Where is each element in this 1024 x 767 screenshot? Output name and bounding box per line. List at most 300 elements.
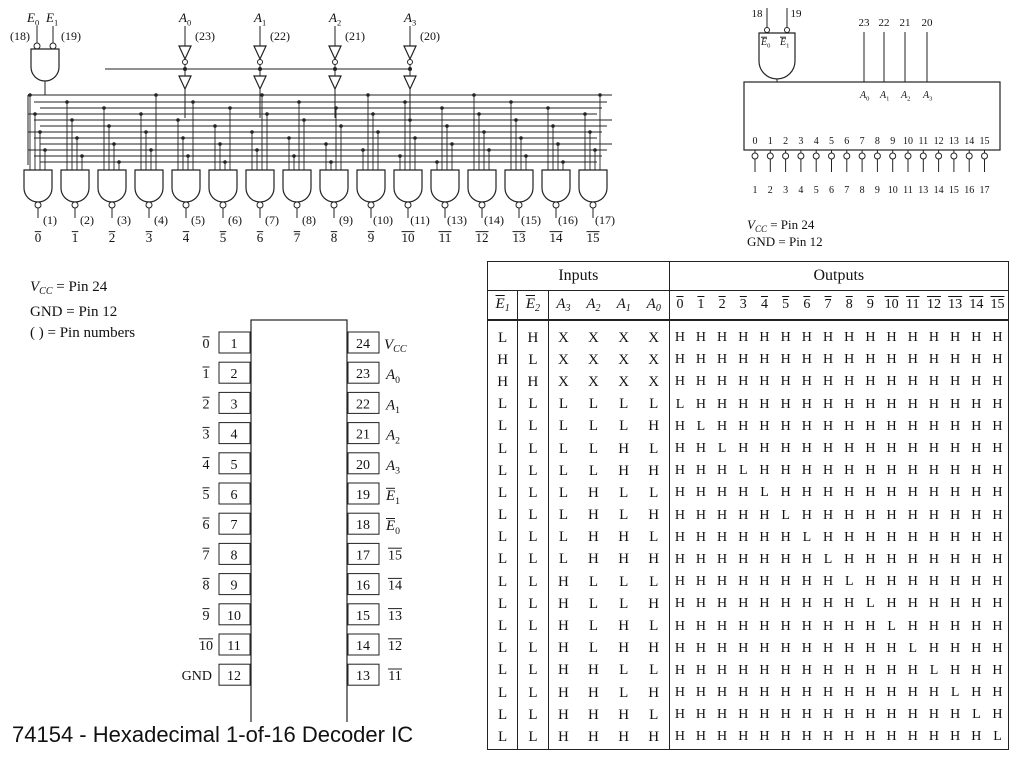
block-a0-label-text: $A_0$ — [860, 90, 870, 103]
pin-label-left-7 — [203, 518, 210, 533]
output-cell: H — [865, 685, 876, 701]
pin-label-right-16-text: 14 — [388, 578, 402, 594]
output-cell: H — [865, 707, 876, 723]
output-cell: H — [844, 707, 855, 723]
output-cell: H — [945, 726, 966, 749]
output-label-4 — [183, 230, 190, 245]
input-cell: H — [618, 551, 630, 568]
output-cell: H — [759, 507, 770, 523]
pin-numbers-note: ( ) = Pin numbers — [30, 325, 136, 341]
output-cell: H — [987, 416, 1009, 438]
output-cell: H — [844, 662, 855, 678]
truth-table-row — [488, 615, 1009, 637]
output-cell: H — [775, 726, 796, 749]
input-cell: L — [488, 726, 518, 749]
pin-label-right-22 — [385, 397, 400, 416]
output-cell: H — [674, 330, 686, 346]
pin-label-left-2-text: 1 — [202, 367, 210, 383]
junction — [546, 106, 550, 110]
output-cell: H — [907, 485, 918, 501]
output-cell: H — [674, 418, 686, 434]
truth-table-row — [488, 549, 1009, 571]
block-e1-bubble — [785, 28, 790, 33]
output-cell: H — [928, 574, 940, 590]
junction — [223, 160, 227, 164]
output-header-3: 3 — [733, 291, 754, 321]
junction — [65, 100, 69, 104]
junction — [287, 136, 291, 140]
output-cell: H — [971, 574, 982, 590]
output-cell: H — [759, 596, 770, 612]
output-cell: H — [928, 507, 940, 523]
output-cell: H — [987, 438, 1009, 460]
output-cell: H — [865, 352, 876, 368]
input-cell: L — [488, 704, 518, 726]
output-cell: H — [738, 485, 749, 501]
junction — [292, 154, 296, 158]
output-gate-7 — [283, 170, 311, 202]
input-cell: X — [639, 371, 669, 393]
pin-number-14: 14 — [356, 639, 370, 654]
a1-label-text: $A_1$ — [254, 10, 267, 28]
output-cell: H — [865, 418, 876, 434]
output-cell: H — [971, 352, 982, 368]
a3-buffer-1 — [404, 46, 416, 59]
e1-label-text: $E_1$ — [46, 10, 59, 28]
output-cell: H — [780, 529, 791, 545]
output-cell: H — [844, 551, 855, 567]
output-cell: H — [780, 662, 791, 678]
output-cell: H — [822, 662, 834, 678]
output-gate-13 — [505, 170, 533, 202]
output-cell: H — [844, 374, 855, 390]
a2-buffer-2 — [329, 76, 341, 89]
pin-label-right-15-text: 13 — [388, 608, 402, 624]
input-cell: L — [518, 416, 548, 438]
output-label-2-text: 2 — [108, 230, 116, 245]
block-out-index-9: 9 — [890, 136, 896, 147]
output-cell: H — [907, 551, 918, 567]
dip-pinout — [182, 320, 407, 731]
junction — [361, 148, 365, 152]
output-cell: H — [695, 441, 706, 457]
input-cell: L — [619, 507, 629, 524]
output-header-11: 11 — [902, 291, 923, 321]
output-gate-11 — [431, 170, 459, 202]
output-label-11-text: 11 — [438, 230, 452, 245]
junction — [181, 136, 185, 140]
output-cell: H — [907, 596, 918, 612]
junction — [149, 148, 153, 152]
input-cell: L — [619, 684, 629, 701]
output-bubble-13 — [516, 202, 522, 208]
output-cell: H — [923, 726, 944, 749]
a1-buffer-bubble — [258, 60, 263, 65]
output-label-10-text: 10 — [401, 230, 415, 245]
output-cell: L — [887, 618, 896, 634]
output-cell: H — [759, 463, 770, 479]
output-cell: H — [695, 463, 706, 479]
junction — [33, 112, 37, 116]
output-gate-10 — [394, 170, 422, 202]
junction — [487, 148, 491, 152]
input-cell: H — [639, 505, 669, 527]
input-cell: L — [488, 593, 518, 615]
input-cell: L — [619, 396, 629, 413]
output-cell: H — [865, 640, 876, 656]
input-cell: L — [588, 418, 599, 435]
block-out-bubble-7 — [859, 153, 865, 159]
pin-label-right-19-text: $E_1$ — [386, 488, 401, 507]
output-gate-8 — [320, 170, 348, 202]
input-cell: L — [518, 593, 548, 615]
junction — [524, 154, 528, 158]
output-cell: H — [801, 640, 812, 656]
output-cell: H — [907, 374, 918, 390]
junction — [588, 130, 592, 134]
pin-label-left-8 — [203, 548, 210, 563]
a0-pin-number: (23) — [195, 29, 215, 43]
output-pin-number-1: (2) — [80, 213, 94, 227]
block-out-index-14: 14 — [964, 136, 975, 147]
output-cell: H — [907, 507, 918, 523]
output-cell: L — [675, 396, 685, 412]
output-label-11 — [439, 230, 452, 245]
pin-label-left-9 — [203, 578, 210, 593]
a2-buffer-bubble — [333, 60, 338, 65]
a0-label-text: $A_0$ — [179, 10, 192, 28]
output-gate-0 — [24, 170, 52, 202]
junction — [556, 142, 560, 146]
output-cell: H — [780, 330, 791, 346]
output-cell: H — [950, 551, 961, 567]
output-cell: H — [886, 441, 897, 457]
junction — [482, 130, 486, 134]
output-gate-6 — [246, 170, 274, 202]
block-out-bubble-5 — [829, 153, 835, 159]
junction — [593, 148, 597, 152]
output-cell: H — [674, 596, 686, 612]
junction — [28, 93, 32, 97]
output-cell: L — [717, 441, 727, 457]
input-header-a1: $A_1$ — [609, 291, 639, 321]
caption: 74154 - Hexadecimal 1-of-16 Decoder IC — [8, 722, 417, 748]
input-cell: L — [558, 484, 568, 501]
truth-table-row — [488, 482, 1009, 504]
output-cell: H — [950, 640, 961, 656]
junction — [334, 106, 338, 110]
output-cell: H — [886, 529, 897, 545]
block-out-pin-5: 6 — [829, 185, 834, 196]
truth-table-panel — [487, 261, 1009, 766]
junction — [265, 112, 269, 116]
a1-pin-number: (22) — [270, 29, 290, 43]
output-cell: H — [971, 685, 982, 701]
output-cell: H — [987, 527, 1009, 549]
output-cell: H — [844, 485, 855, 501]
pin-label-left-4-text: 3 — [202, 427, 210, 443]
pin-number-18: 18 — [356, 518, 370, 534]
output-cell: H — [801, 507, 812, 523]
output-cell: H — [971, 330, 982, 346]
truth-table-row — [488, 593, 1009, 615]
input-cell: H — [588, 706, 599, 723]
block-out-bubble-1 — [767, 153, 773, 159]
pin-label-right-17-text: 15 — [388, 548, 402, 564]
pin-label-left-9-text: 8 — [202, 578, 210, 594]
block-a3-label-text: $A_3$ — [923, 90, 933, 103]
junction — [186, 154, 190, 158]
output-cell: H — [907, 441, 918, 457]
output-cell: H — [886, 330, 897, 346]
output-cell: H — [674, 441, 686, 457]
output-label-5-text: 5 — [219, 230, 227, 245]
output-label-14-text: 14 — [549, 230, 563, 245]
output-cell: H — [844, 441, 855, 457]
input-cell: H — [639, 638, 669, 660]
pin-number-23: 23 — [356, 367, 370, 383]
output-header-10: 10 — [881, 291, 902, 321]
pin-number-19: 19 — [356, 488, 370, 503]
output-cell: H — [928, 441, 940, 457]
input-cell: H — [557, 684, 569, 701]
input-cell: H — [518, 371, 548, 393]
output-cell: H — [844, 640, 855, 656]
output-cell: H — [695, 551, 706, 567]
output-label-1 — [72, 230, 79, 245]
output-cell: H — [907, 396, 918, 412]
output-bubble-3 — [146, 202, 152, 208]
output-cell: H — [987, 482, 1009, 504]
output-cell: H — [844, 507, 855, 523]
truth-table-row — [488, 660, 1009, 682]
output-cell: H — [822, 596, 834, 612]
input-cell: L — [558, 418, 568, 435]
truth-table-row — [488, 505, 1009, 527]
pin-number-3: 3 — [230, 397, 238, 413]
output-gate-5 — [209, 170, 237, 202]
output-bubble-11 — [442, 202, 448, 208]
block-out-index-5: 5 — [829, 136, 834, 147]
output-cell: H — [886, 662, 897, 678]
input-cell: H — [639, 726, 669, 749]
block-out-bubble-8 — [874, 153, 880, 159]
output-cell: H — [886, 707, 897, 723]
output-cell: H — [759, 374, 770, 390]
block-out-index-11: 11 — [918, 136, 929, 147]
input-cell: L — [518, 394, 548, 416]
gnd-note: GND = Pin 12 — [30, 304, 118, 320]
truth-table-row — [488, 460, 1009, 482]
block-out-pin-15: 17 — [979, 185, 990, 196]
output-cell: H — [695, 374, 706, 390]
input-cell: H — [557, 595, 569, 612]
output-cell: H — [928, 418, 940, 434]
output-cell: H — [780, 418, 791, 434]
output-cell: H — [738, 330, 749, 346]
output-cell: H — [822, 485, 834, 501]
input-cell: L — [588, 595, 599, 612]
output-cell: L — [739, 463, 748, 479]
block-e1-label-text: $E_1$ — [780, 37, 790, 50]
output-cell: H — [738, 640, 749, 656]
output-gate-12 — [468, 170, 496, 202]
output-cell: H — [987, 460, 1009, 482]
output-header-6: 6 — [796, 291, 817, 321]
output-cell: H — [950, 507, 961, 523]
junction — [440, 106, 444, 110]
output-cell: H — [865, 396, 876, 412]
block-e0-pin: 18 — [751, 8, 763, 20]
input-cell: X — [588, 329, 599, 346]
output-cell: H — [971, 551, 982, 567]
output-cell: H — [738, 551, 749, 567]
a3-buffer-2 — [404, 76, 416, 89]
output-cell: H — [886, 507, 897, 523]
enable-gate — [31, 49, 59, 81]
output-cell: H — [738, 707, 749, 723]
output-cell: H — [780, 640, 791, 656]
output-cell: H — [759, 685, 770, 701]
output-pin-number-2: (3) — [117, 213, 131, 227]
output-cell: H — [987, 349, 1009, 371]
pin-label-left-8-text: 7 — [202, 548, 210, 564]
output-cell: H — [717, 374, 728, 390]
output-cell: H — [695, 707, 706, 723]
input-cell: L — [488, 416, 518, 438]
output-cell: H — [971, 418, 982, 434]
output-cell: H — [928, 374, 940, 390]
output-cell: H — [844, 418, 855, 434]
output-cell: H — [695, 352, 706, 368]
output-cell: H — [822, 352, 834, 368]
pin-label-right-15 — [388, 609, 402, 624]
input-cell: L — [639, 615, 669, 637]
output-bubble-10 — [405, 202, 411, 208]
input-cell: X — [557, 351, 569, 368]
input-cell: L — [518, 505, 548, 527]
output-cell: H — [844, 618, 855, 634]
pin-label-right-21 — [385, 428, 400, 447]
output-cell: H — [844, 685, 855, 701]
output-cell: H — [759, 529, 770, 545]
output-cell: H — [822, 396, 834, 412]
output-cell: L — [987, 726, 1009, 749]
output-cell: H — [738, 374, 749, 390]
output-cell: H — [950, 529, 961, 545]
output-cell: H — [907, 618, 918, 634]
pin-label-right-17 — [388, 548, 402, 563]
output-cell: H — [674, 507, 686, 523]
output-cell: H — [928, 330, 940, 346]
output-cell: H — [780, 485, 791, 501]
junction — [38, 130, 42, 134]
input-cell: H — [488, 371, 518, 393]
pin-label-left-3 — [203, 397, 210, 412]
pin-number-13: 13 — [356, 669, 370, 685]
block-a0-pin: 23 — [858, 17, 870, 29]
output-cell: H — [928, 596, 940, 612]
output-cell: H — [987, 320, 1009, 349]
junction — [509, 100, 513, 104]
output-cell: H — [950, 485, 961, 501]
output-cell: H — [674, 463, 686, 479]
output-cell: H — [865, 485, 876, 501]
input-cell: L — [558, 529, 568, 546]
pin-label-right-16 — [388, 578, 402, 593]
output-cell: L — [866, 596, 875, 612]
input-cell: H — [578, 726, 608, 749]
input-cell: H — [609, 726, 639, 749]
output-gate-14 — [542, 170, 570, 202]
output-cell: H — [971, 529, 982, 545]
output-label-8 — [331, 230, 338, 245]
output-bubble-12 — [479, 202, 485, 208]
junction — [80, 154, 84, 158]
input-cell: L — [488, 394, 518, 416]
input-cell: L — [639, 438, 669, 460]
output-pin-number-7: (8) — [302, 213, 316, 227]
input-cell: H — [618, 640, 630, 657]
pin-label-right-23 — [385, 367, 400, 386]
output-cell: H — [695, 485, 706, 501]
output-bubble-8 — [331, 202, 337, 208]
input-cell: L — [588, 440, 599, 457]
output-header-14: 14 — [966, 291, 987, 321]
block-out-index-6: 6 — [844, 136, 850, 147]
junction — [260, 93, 264, 97]
output-gate-1 — [61, 170, 89, 202]
output-cell: H — [839, 726, 860, 749]
block-a1-label-text: $A_1$ — [880, 90, 890, 103]
output-cell: H — [928, 551, 940, 567]
input-cell: H — [588, 529, 599, 546]
a1-label — [253, 10, 266, 27]
output-header-8: 8 — [839, 291, 860, 321]
input-cell: L — [488, 549, 518, 571]
output-cell: H — [759, 707, 770, 723]
output-cell: H — [971, 596, 982, 612]
logic-diagram — [10, 10, 615, 245]
output-cell: H — [759, 662, 770, 678]
output-cell: H — [987, 549, 1009, 571]
output-cell: H — [801, 441, 812, 457]
output-cell: H — [738, 685, 749, 701]
truth-table-row — [488, 371, 1009, 393]
block-out-index-12: 12 — [933, 136, 944, 147]
output-cell: H — [950, 396, 961, 412]
output-cell: H — [886, 685, 897, 701]
output-cell: H — [674, 574, 686, 590]
input-cell: H — [618, 706, 630, 723]
input-cell: L — [488, 482, 518, 504]
input-cell: L — [518, 571, 548, 593]
pin-label-left-6 — [203, 488, 210, 503]
input-cell: L — [588, 618, 599, 635]
pin-number-12: 12 — [227, 669, 241, 685]
output-cell: H — [950, 418, 961, 434]
output-cell: H — [971, 485, 982, 501]
output-header-2: 2 — [712, 291, 733, 321]
e0-pin-number: (18) — [10, 29, 30, 43]
block-out-bubble-6 — [844, 153, 850, 159]
input-cell: L — [488, 527, 518, 549]
output-cell: H — [987, 682, 1009, 704]
block-out-pin-6: 7 — [844, 185, 850, 196]
pin-label-left-7-text: 6 — [202, 518, 210, 534]
block-out-pin-11: 13 — [918, 185, 929, 196]
output-cell: H — [822, 463, 834, 479]
